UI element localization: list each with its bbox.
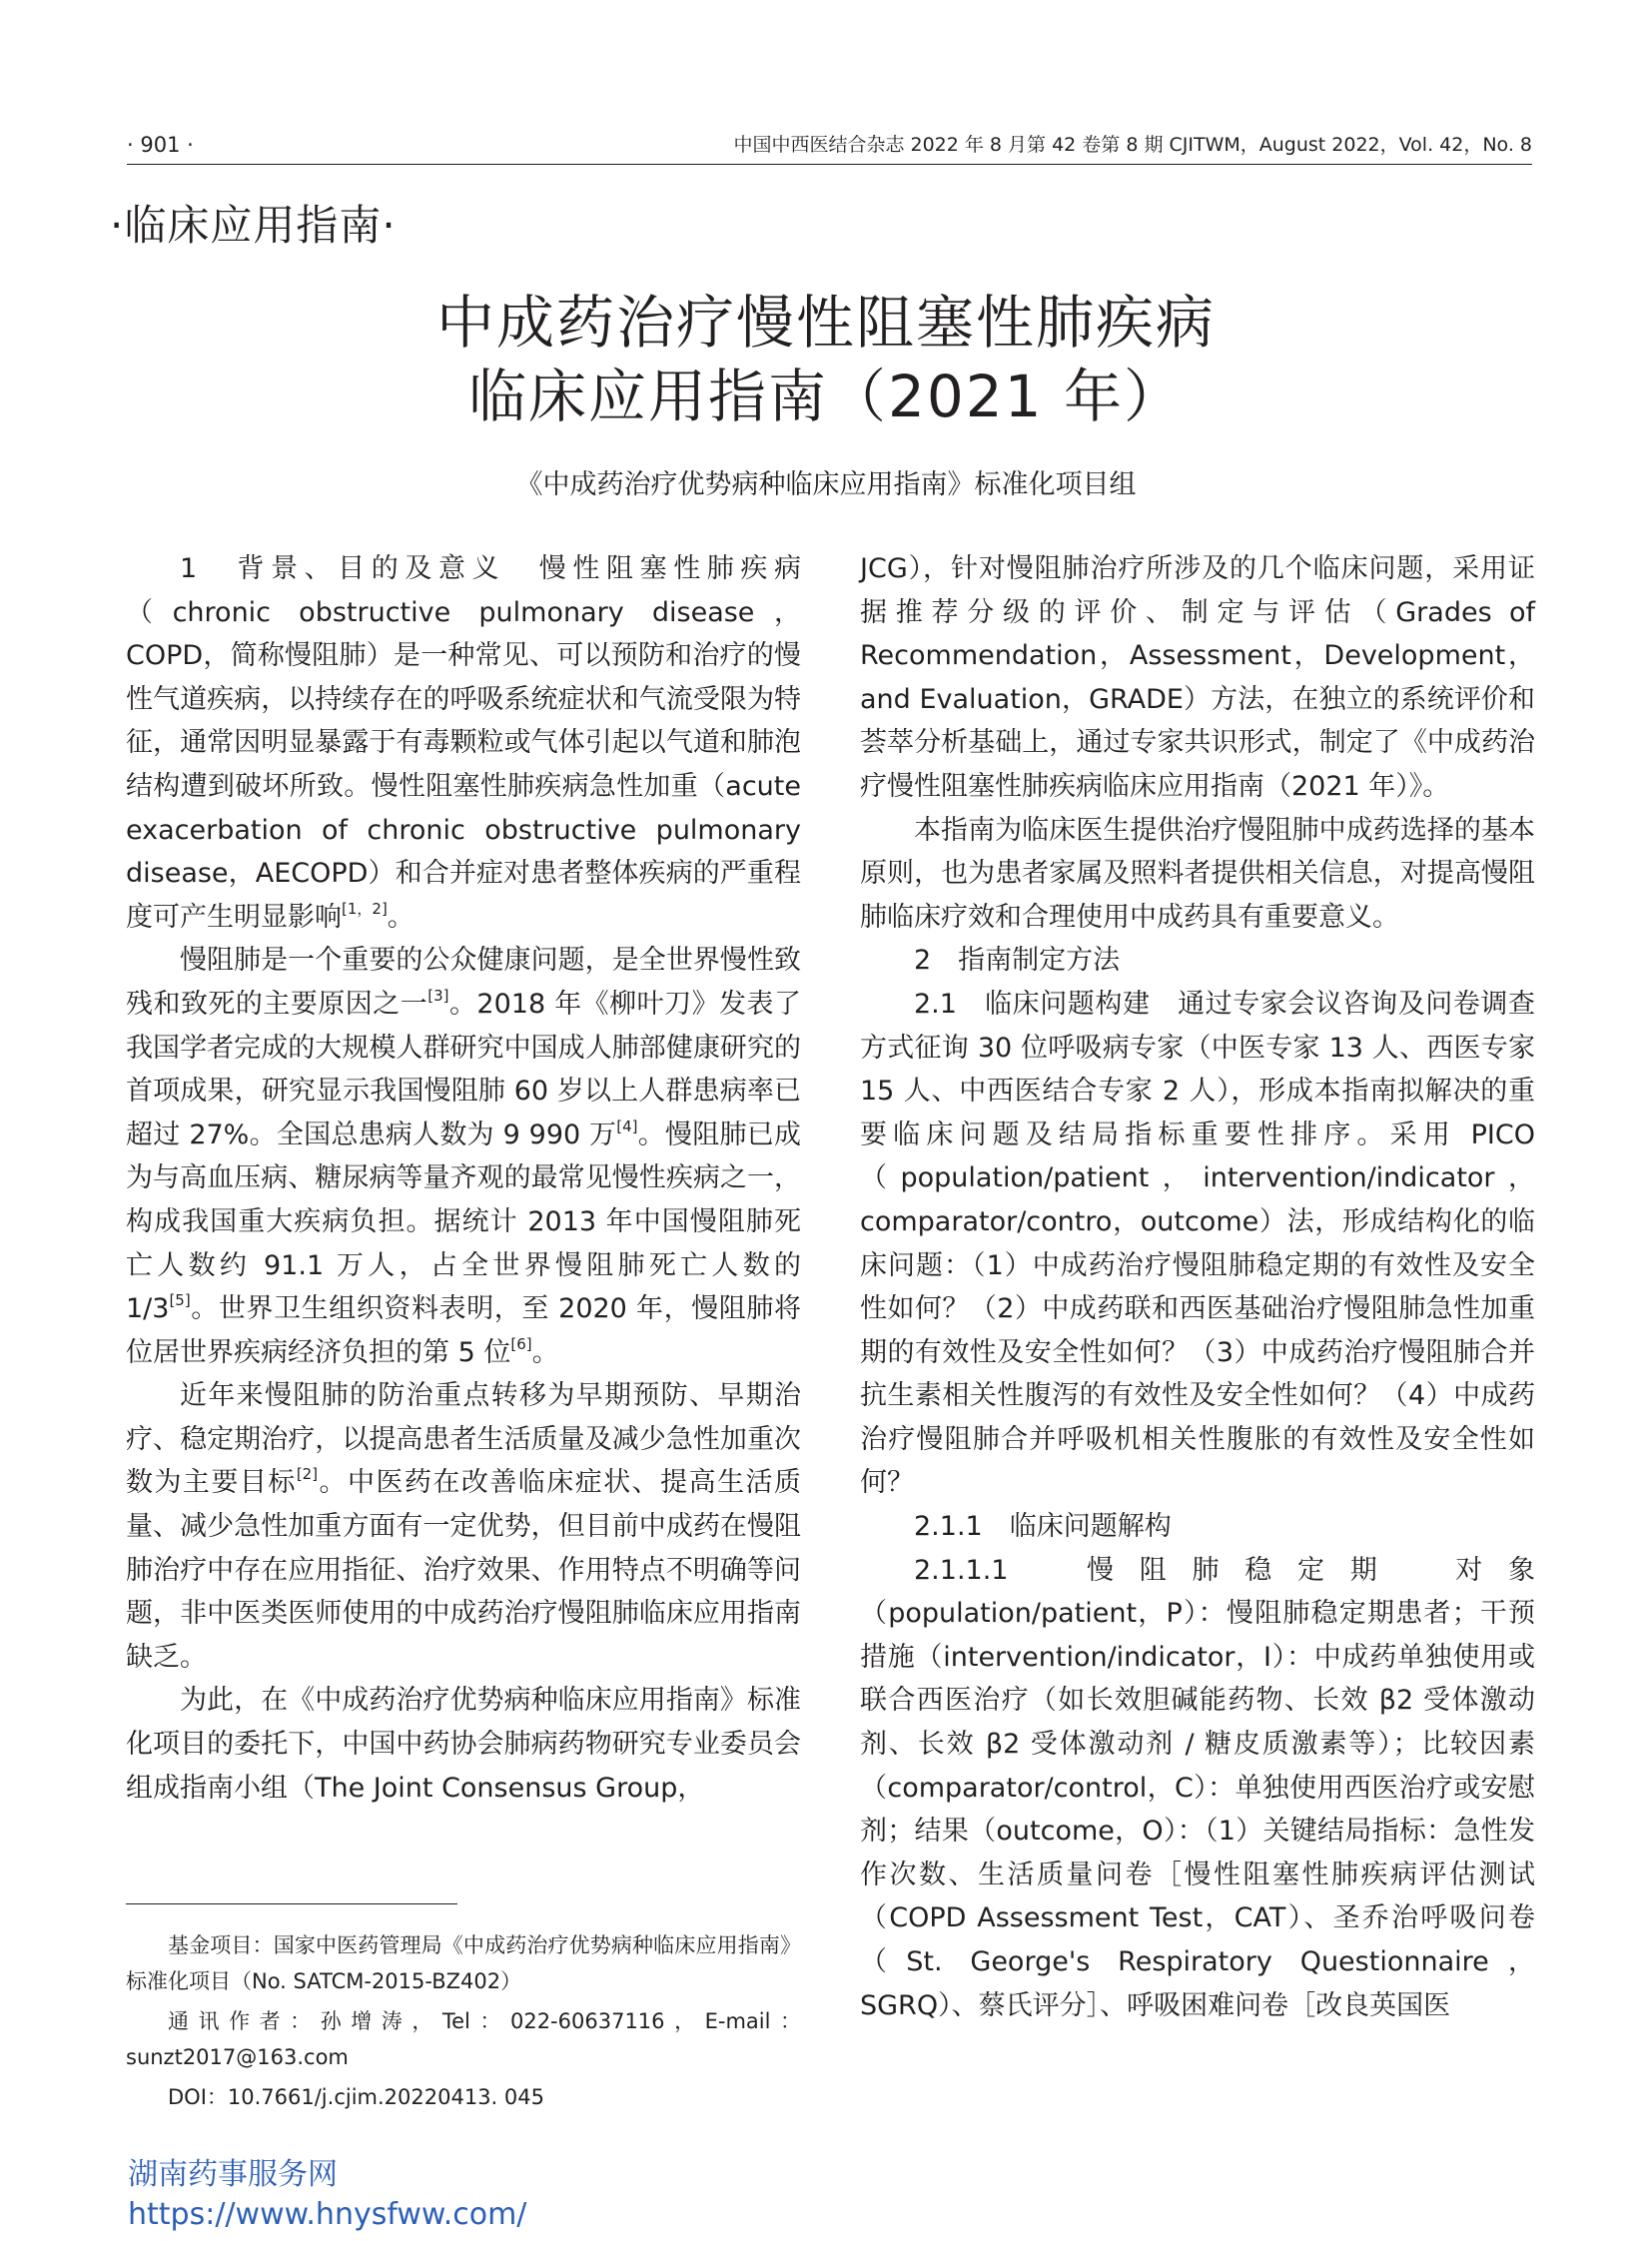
funding-note: 基金项目：国家中医药管理局《中成药治疗优势病种临床应用指南》标准化项目（No. SATCM-2015-BZ402） (126, 1933, 801, 1993)
watermark-name: 湖南药事服务网 (128, 2157, 338, 2192)
paragraph-stable-copd: 2.1.1.1 慢阻肺稳定期 对象（population/patient，P）：慢阻肺稳定期患者；干预措施（intervention/indicator，I）：中成药单独使用或联合西医治疗（如长效胆碱能药物、长效 β2 受体激动剂、长效 β2 受体激动剂 / 糖皮质激素等）；比较因素（comparator/control，C）：单独使用西医治疗或安慰剂；结果（outcome，O）：（1）关键结局指标：急性发作次数、生活质量问卷［慢性阻塞性肺疾病评估测试（COPD Assessment Test，CAT）、圣乔治呼吸问卷（St. George's Respiratory Questionnaire，SGRQ）、蔡氏评分］、呼吸困难问卷［改良英国医 (860, 1554, 1535, 2021)
page-number: · 901 · (127, 133, 194, 157)
paragraph-commission: 为此，在《中成药治疗优势病种临床应用指南》标准化项目的委托下，中国中药协会肺病药物研究专业委员会组成指南小组（The Joint Consensus Group， (126, 1685, 801, 1804)
section-heading-2-1-1: 2.1.1 临床问题解构 (914, 1511, 1172, 1543)
watermark (128, 2155, 526, 2235)
running-header (127, 130, 1532, 165)
paragraph-prevention (126, 1374, 801, 1679)
text: 。中医药在改善临床症状、提高生活质量、减少急性加重方面有一定优势，但目前中成药在慢阻肺治疗中存在应用指征、治疗效果、作用特点不明确等问题，非中医类医师使用的中成药治疗慢阻肺临床应用指南缺乏。 (126, 1467, 802, 1673)
article-title-line-2: 临床应用指南（2021 年） (467, 363, 1185, 430)
paragraph-epidemiology (126, 939, 801, 1374)
article-title-line-1: 中成药治疗慢性阻塞性肺疾病 (435, 289, 1216, 357)
text: 1 背景、目的及意义 慢性阻塞性肺疾病（chronic obstructive pulmonary disease，COPD，简称慢阻肺）是一种常见、可以预防和治疗的慢性气道疾病，以持续存在的呼吸系统症状和气流受限为特征，通常因明显暴露于有毒颗粒或气体引起以气道和肺泡结构遭到破坏所致。慢性阻塞性肺疾病急性加重（acute exacerbation of chronic obstructive pulmonary disease，AECOPD）和合并症对患者整体疾病的严重程度可产生明显影响 (126, 553, 801, 933)
citation: [5] (169, 1291, 191, 1310)
paragraph-method-intro: JCG），针对慢阻肺治疗所涉及的几个临床问题，采用证据推荐分级的评价、制定与评估（Grades of Recommendation，Assessment，Development，and Evaluation，GRADE）方法，在独立的系统评价和荟萃分析基础上，通过专家共识形式，制定了《中成药治疗慢性阻塞性肺疾病临床应用指南（2021 年）》。 (860, 553, 1535, 802)
text: 。世界卫生组织资料表明，至 2020 年，慢阻肺将位居世界疾病经济负担的第 5 位 (126, 1293, 801, 1368)
text: 。2018 年《柳叶刀》发表了我国学者完成的大规模人群研究中国成人肺部健康研究的首项成果，研究显示我国慢阻肺 60 岁以上人群患病率已超过 27%。全国总患病人数为 9 990 万 (126, 988, 802, 1150)
citation: [1，2] (342, 899, 388, 918)
section-heading-2: 2 指南制定方法 (914, 945, 1121, 977)
right-column (860, 547, 1535, 2027)
paragraph-background (126, 547, 801, 939)
paragraph-purpose: 本指南为临床医生提供治疗慢阻肺中成药选择的基本原则，也为患者家属及照料者提供相关信息，对提高慢阻肺临床疗效和合理使用中成药具有重要意义。 (860, 814, 1535, 933)
footnotes (126, 1927, 801, 2115)
section-label: ·临床应用指南· (110, 201, 397, 250)
footnote-divider (126, 1903, 457, 1904)
text: 慢阻肺是一个重要的公众健康问题，是全世界慢性致残和致死的主要原因之一 (126, 945, 801, 1020)
text: 。 (531, 1336, 559, 1368)
watermark-url[interactable]: https://www.hnysfww.com/ (128, 2197, 527, 2232)
text: 。 (387, 901, 414, 933)
author-group: 《中成药治疗优势病种临床应用指南》标准化项目组 (515, 469, 1137, 500)
doi-note: DOI：10.7661/j.cjim.20220413. 045 (168, 2085, 544, 2109)
journal-citation: 中国中西医结合杂志 2022 年 8 月第 42 卷第 8 期 CJITWM，August 2022，Vol. 42，No. 8 (733, 134, 1532, 156)
left-column (126, 547, 801, 1810)
citation: [3] (427, 986, 449, 1005)
correspondence-note: 通讯作者：孙增涛，Tel：022-60637116，E-mail：sunzt2017@163.com (126, 2009, 801, 2069)
citation: [6] (510, 1334, 532, 1353)
citation: [4] (616, 1117, 638, 1135)
text: 。慢阻肺已成为与高血压病、糖尿病等量齐观的最常见慢性疾病之一，构成我国重大疾病负担。据统计 2013 年中国慢阻肺死亡人数约 91.1 万人，占全世界慢阻肺死亡人数的 1/3 (126, 1119, 801, 1325)
paragraph-question-construction: 2.1 临床问题构建 通过专家会议咨询及问卷调查方式征询 30 位呼吸病专家（中医专家 13 人、西医专家 15 人、中西医结合专家 2 人），形成本指南拟解决的重要临床问题及结局指标重要性排序。采用 PICO（population/patient，intervention/indicator，comparator/contro，outcome）法，形成结构化的临床问题：（1）中成药治疗慢阻肺稳定期的有效性及安全性如何？（2）中成药联和西医基础治疗慢阻肺急性加重期的有效性及安全性如何？（3）中成药治疗慢阻肺合并抗生素相关性腹泻的有效性及安全性如何？（4）中成药治疗慢阻肺合并呼吸机相关性腹胀的有效性及安全性如何？ (860, 988, 1535, 1499)
text: 近年来慢阻肺的防治重点转移为早期预防、早期治疗、稳定期治疗，以提高患者生活质量及减少急性加重次数为主要目标 (126, 1380, 801, 1499)
citation: [2] (296, 1465, 319, 1484)
